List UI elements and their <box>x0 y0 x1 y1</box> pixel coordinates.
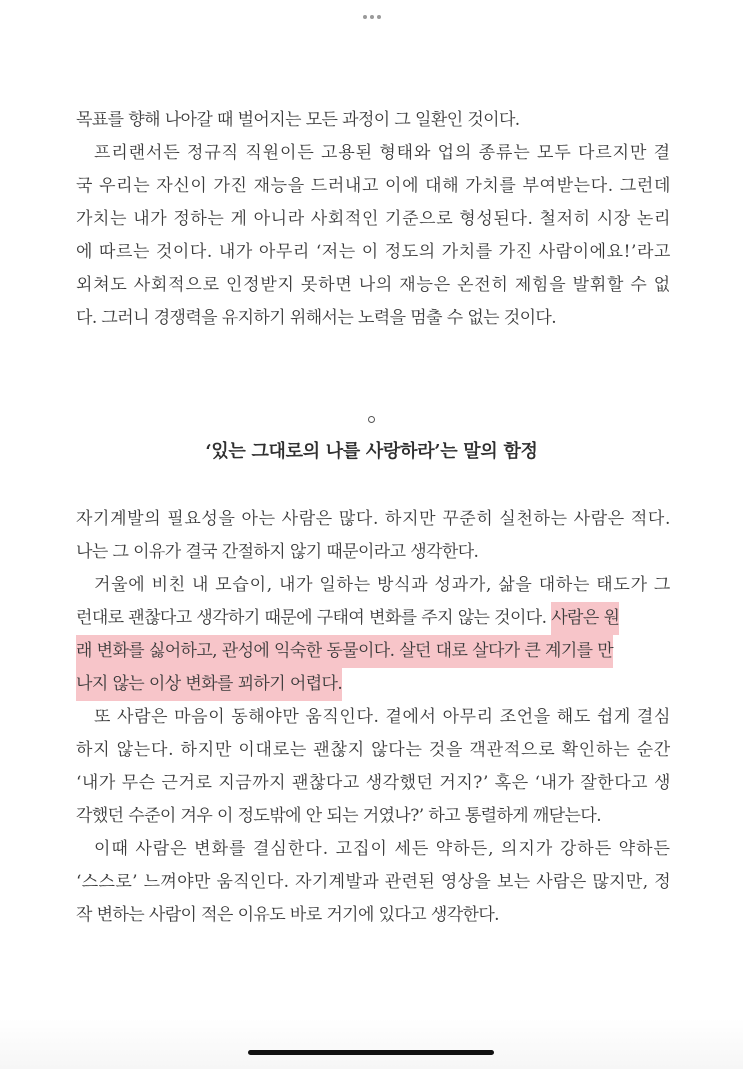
text-line: 프리랜서든 정규직 직원이든 고용된 형태와 업의 종류는 모두 다르지만 결 <box>94 143 671 163</box>
bottom-bar <box>0 1019 743 1069</box>
highlighted-text[interactable]: 나지 않는 이상 변화를 꾀하기 어렵다. <box>76 668 342 701</box>
text-line: 또 사람은 마음이 동해야만 움직인다. 곁에서 아무리 조언을 해도 쉽게 결심 <box>94 707 671 727</box>
page-content-top <box>76 104 671 335</box>
text-line: 나는 그 이유가 결국 간절하지 않기 때문이라고 생각한다. <box>76 542 479 562</box>
text-line: 작 변하는 사람이 적은 이유도 바로 거기에 있다고 생각한다. <box>76 905 499 925</box>
section-title: ‘있는 그대로의 나를 사랑하라’는 말의 함정 <box>205 441 538 462</box>
dot <box>363 15 367 19</box>
text-line <box>76 668 671 701</box>
text-line: ‘스스로’ 느껴야만 움직인다. 자기계발과 관련된 영상을 보는 사람은 많지만, 정 <box>76 872 671 892</box>
text-line: 하지 않는다. 하지만 이대로는 괜찮지 않다는 것을 객관적으로 확인하는 순간 <box>76 740 671 760</box>
text-line: 국 우리는 자신이 가진 재능을 드러내고 이에 대해 가치를 부여받는다. 그런데 <box>76 176 671 196</box>
text-line: 외쳐도 사회적으로 인정받지 못하면 나의 재능은 온전히 제힘을 발휘할 수 없 <box>76 275 671 295</box>
more-dots-icon[interactable] <box>0 6 743 20</box>
text-line: 다. 그러니 경쟁력을 유지하기 위해서는 노력을 멈출 수 없는 것이다. <box>76 308 557 328</box>
home-indicator[interactable] <box>248 1050 494 1055</box>
highlighted-text[interactable]: 사람은 원 <box>551 602 619 635</box>
text-span: 런대로 괜찮다고 생각하기 때문에 구태여 변화를 주지 않는 것이다. <box>76 608 552 628</box>
text-line: 가치는 내가 정하는 게 아니라 사회적인 기준으로 형성된다. 철저히 시장 논리 <box>76 209 671 229</box>
text-line: 이때 사람은 변화를 결심한다. 고집이 세든 약하든, 의지가 강하든 약하든 <box>94 839 671 859</box>
text-line: 목표를 향해 나아갈 때 벌어지는 모든 과정이 그 일환인 것이다. <box>76 110 520 130</box>
text-line: 에 따르는 것이다. 내가 아무리 ‘저는 이 정도의 가치를 가진 사람이에요!’라고 <box>76 242 671 262</box>
text-line <box>76 635 671 668</box>
text-line: ‘내가 무슨 근거로 지금까지 괜찮다고 생각했던 거지?’ 혹은 ‘내가 잘한다고 생 <box>76 773 671 793</box>
text-line <box>76 602 671 635</box>
page-content-bottom <box>76 503 671 932</box>
text-line: 자기계발의 필요성을 아는 사람은 많다. 하지만 꾸준히 실천하는 사람은 적다. <box>76 509 671 529</box>
dot <box>370 15 374 19</box>
text-line: 각했던 수준이 겨우 이 정도밖에 안 되는 거였나?’ 하고 통렬하게 깨닫는다. <box>76 806 601 826</box>
text-line: 거울에 비친 내 모습이, 내가 일하는 방식과 성과가, 삶을 대하는 태도가 그 <box>94 575 671 595</box>
highlighted-text[interactable]: 래 변화를 싫어하고, 관성에 익숙한 동물이다. 살던 대로 살다가 큰 계기를 만 <box>76 635 613 668</box>
section-break-icon <box>0 408 743 427</box>
dot <box>377 15 381 19</box>
